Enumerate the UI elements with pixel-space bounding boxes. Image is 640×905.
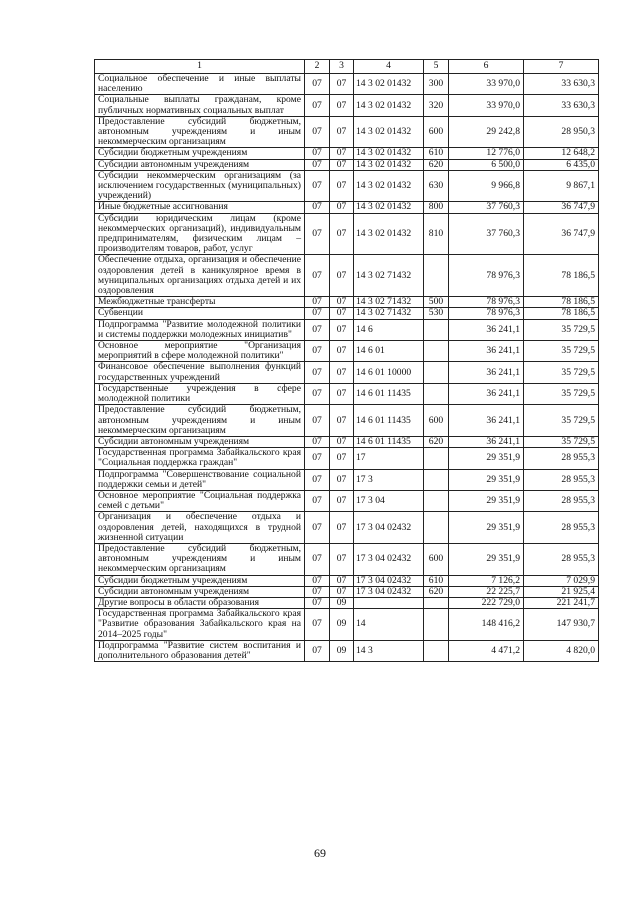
row-expense-type: 620 <box>424 586 449 597</box>
header-col-2: 2 <box>305 60 330 74</box>
row-target-article: 14 6 <box>354 319 424 340</box>
row-expense-type: 610 <box>424 148 449 159</box>
row-expense-type <box>424 597 449 608</box>
row-target-article: 14 3 02 71432 <box>354 255 424 297</box>
row-amount-2: 21 925,4 <box>524 586 599 597</box>
row-amount-1: 37 760,3 <box>449 213 524 255</box>
row-section-code: 07 <box>305 148 330 159</box>
table-row <box>95 490 599 511</box>
row-subsection-code: 07 <box>330 586 354 597</box>
table-row <box>95 512 599 544</box>
row-subsection-code: 07 <box>330 383 354 404</box>
row-subsection-code: 07 <box>330 448 354 469</box>
header-col-6: 6 <box>449 60 524 74</box>
row-name: Организация и обеспечение отдыха и оздоровления детей, находящихся в трудной жизненной ситуации <box>95 512 305 544</box>
row-amount-2: 28 950,3 <box>524 116 599 148</box>
row-amount-1: 12 776,0 <box>449 148 524 159</box>
table-row <box>95 213 599 255</box>
header-col-3: 3 <box>330 60 354 74</box>
row-target-article: 14 3 02 01432 <box>354 170 424 202</box>
row-name: Обеспечение отдыха, организация и обеспечение оздоровления детей в каникулярное время в муниципальных организациях отдыха детей и их оздоровления <box>95 255 305 297</box>
row-subsection-code: 07 <box>330 543 354 575</box>
row-section-code: 07 <box>305 341 330 362</box>
row-amount-2: 35 729,5 <box>524 341 599 362</box>
row-section-code: 07 <box>305 609 330 641</box>
row-expense-type: 600 <box>424 405 449 437</box>
row-subsection-code: 07 <box>330 255 354 297</box>
row-name: Государственные учреждения в сфере молодежной политики <box>95 383 305 404</box>
row-target-article: 14 6 01 11435 <box>354 405 424 437</box>
row-target-article: 14 6 01 <box>354 341 424 362</box>
row-amount-1: 29 351,9 <box>449 543 524 575</box>
row-amount-1: 9 966,8 <box>449 170 524 202</box>
row-amount-1: 36 241,1 <box>449 362 524 383</box>
header-row <box>95 60 599 74</box>
row-amount-1: 78 976,3 <box>449 255 524 297</box>
table-row <box>95 341 599 362</box>
budget-table <box>94 59 599 662</box>
row-amount-2: 221 241,7 <box>524 597 599 608</box>
row-subsection-code: 07 <box>330 362 354 383</box>
row-subsection-code: 07 <box>330 512 354 544</box>
table-row <box>95 448 599 469</box>
row-amount-1: 36 241,1 <box>449 341 524 362</box>
row-amount-2: 35 729,5 <box>524 436 599 447</box>
row-section-code: 07 <box>305 308 330 319</box>
row-subsection-code: 09 <box>330 640 354 661</box>
row-amount-1: 78 976,3 <box>449 308 524 319</box>
row-section-code: 07 <box>305 297 330 308</box>
header-col-4: 4 <box>354 60 424 74</box>
row-expense-type: 530 <box>424 308 449 319</box>
table-row <box>95 405 599 437</box>
row-section-code: 07 <box>305 362 330 383</box>
row-subsection-code: 07 <box>330 74 354 95</box>
row-subsection-code: 07 <box>330 469 354 490</box>
row-expense-type <box>424 512 449 544</box>
row-name: Социальные выплаты гражданам, кроме публичных нормативных социальных выплат <box>95 95 305 116</box>
row-section-code: 07 <box>305 213 330 255</box>
row-target-article: 17 3 <box>354 469 424 490</box>
row-amount-1: 29 351,9 <box>449 469 524 490</box>
row-expense-type: 810 <box>424 213 449 255</box>
row-target-article: 14 3 02 01432 <box>354 159 424 170</box>
row-expense-type: 620 <box>424 159 449 170</box>
row-expense-type <box>424 341 449 362</box>
row-amount-2: 78 186,5 <box>524 297 599 308</box>
row-name: Основное мероприятие "Организация мероприятий в сфере молодежной политики" <box>95 341 305 362</box>
row-target-article <box>354 597 424 608</box>
row-amount-2: 33 630,3 <box>524 95 599 116</box>
table-row <box>95 469 599 490</box>
row-amount-2: 12 648,2 <box>524 148 599 159</box>
row-target-article: 17 3 04 02432 <box>354 586 424 597</box>
header-col-7: 7 <box>524 60 599 74</box>
row-target-article: 14 <box>354 609 424 641</box>
row-target-article: 14 6 01 11435 <box>354 383 424 404</box>
row-section-code: 07 <box>305 170 330 202</box>
row-amount-1: 33 970,0 <box>449 74 524 95</box>
row-amount-2: 35 729,5 <box>524 319 599 340</box>
row-target-article: 14 3 02 71432 <box>354 297 424 308</box>
table-row <box>95 297 599 308</box>
row-name: Субсидии бюджетным учреждениям <box>95 148 305 159</box>
row-name: Предоставление субсидий бюджетным, автономным учреждениям и иным некоммерческим организациям <box>95 543 305 575</box>
row-amount-1: 6 500,0 <box>449 159 524 170</box>
table-row <box>95 308 599 319</box>
row-subsection-code: 07 <box>330 319 354 340</box>
row-target-article: 14 3 02 01432 <box>354 74 424 95</box>
row-subsection-code: 09 <box>330 609 354 641</box>
table-row <box>95 575 599 586</box>
row-name: Субсидии автономным учреждениям <box>95 586 305 597</box>
row-name: Иные бюджетные ассигнования <box>95 202 305 213</box>
row-amount-1: 7 126,2 <box>449 575 524 586</box>
row-target-article: 14 3 02 71432 <box>354 308 424 319</box>
row-amount-2: 35 729,5 <box>524 383 599 404</box>
row-expense-type: 300 <box>424 74 449 95</box>
table-row <box>95 383 599 404</box>
row-section-code: 07 <box>305 202 330 213</box>
row-amount-2: 78 186,5 <box>524 308 599 319</box>
row-section-code: 07 <box>305 116 330 148</box>
table-row <box>95 543 599 575</box>
row-subsection-code: 07 <box>330 490 354 511</box>
row-expense-type <box>424 255 449 297</box>
row-amount-1: 37 760,3 <box>449 202 524 213</box>
row-name: Субсидии автономным учреждениям <box>95 159 305 170</box>
row-target-article: 14 3 02 01432 <box>354 202 424 213</box>
row-subsection-code: 07 <box>330 170 354 202</box>
row-subsection-code: 07 <box>330 116 354 148</box>
row-section-code: 07 <box>305 383 330 404</box>
row-target-article: 14 3 02 01432 <box>354 95 424 116</box>
table-row <box>95 170 599 202</box>
table-row <box>95 202 599 213</box>
row-section-code: 07 <box>305 469 330 490</box>
row-amount-1: 33 970,0 <box>449 95 524 116</box>
row-expense-type: 600 <box>424 116 449 148</box>
row-amount-1: 222 729,0 <box>449 597 524 608</box>
table-row <box>95 95 599 116</box>
table-row <box>95 640 599 661</box>
row-name: Предоставление субсидий бюджетным, автономным учреждениям и иным некоммерческим организациям <box>95 116 305 148</box>
row-amount-1: 36 241,1 <box>449 405 524 437</box>
table-row <box>95 319 599 340</box>
row-section-code: 07 <box>305 586 330 597</box>
row-target-article: 17 3 04 02432 <box>354 575 424 586</box>
row-section-code: 07 <box>305 543 330 575</box>
row-name: Основное мероприятие "Социальная поддержка семей с детьми" <box>95 490 305 511</box>
row-name: Государственная программа Забайкальского края "Социальная поддержка граждан" <box>95 448 305 469</box>
row-expense-type <box>424 490 449 511</box>
row-name: Государственная программа Забайкальского края "Развитие образования Забайкальского края на 2014–2025 годы" <box>95 609 305 641</box>
row-subsection-code: 07 <box>330 148 354 159</box>
row-amount-1: 29 351,9 <box>449 448 524 469</box>
row-amount-1: 148 416,2 <box>449 609 524 641</box>
row-expense-type: 800 <box>424 202 449 213</box>
table-row <box>95 159 599 170</box>
row-expense-type <box>424 448 449 469</box>
header-col-5: 5 <box>424 60 449 74</box>
row-expense-type: 600 <box>424 543 449 575</box>
row-name: Социальное обеспечение и иные выплаты населению <box>95 74 305 95</box>
row-expense-type: 320 <box>424 95 449 116</box>
row-subsection-code: 07 <box>330 213 354 255</box>
row-subsection-code: 09 <box>330 597 354 608</box>
row-subsection-code: 07 <box>330 297 354 308</box>
row-expense-type: 500 <box>424 297 449 308</box>
row-name: Субсидии бюджетным учреждениям <box>95 575 305 586</box>
row-amount-2: 147 930,7 <box>524 609 599 641</box>
row-subsection-code: 07 <box>330 95 354 116</box>
row-amount-1: 29 351,9 <box>449 490 524 511</box>
row-expense-type <box>424 640 449 661</box>
row-amount-2: 28 955,3 <box>524 448 599 469</box>
row-name: Подпрограмма "Совершенствование социальной поддержки семьи и детей" <box>95 469 305 490</box>
row-subsection-code: 07 <box>330 575 354 586</box>
row-amount-1: 29 242,8 <box>449 116 524 148</box>
row-section-code: 07 <box>305 448 330 469</box>
row-amount-2: 28 955,3 <box>524 490 599 511</box>
row-subsection-code: 07 <box>330 341 354 362</box>
row-amount-1: 29 351,9 <box>449 512 524 544</box>
row-expense-type <box>424 319 449 340</box>
row-name: Субсидии автономным учреждениям <box>95 436 305 447</box>
row-expense-type <box>424 383 449 404</box>
row-subsection-code: 07 <box>330 405 354 437</box>
table-row <box>95 436 599 447</box>
table-row <box>95 362 599 383</box>
table-row <box>95 74 599 95</box>
row-amount-2: 35 729,5 <box>524 362 599 383</box>
row-section-code: 07 <box>305 95 330 116</box>
row-amount-1: 36 241,1 <box>449 436 524 447</box>
row-section-code: 07 <box>305 640 330 661</box>
row-section-code: 07 <box>305 512 330 544</box>
row-target-article: 14 6 01 11435 <box>354 436 424 447</box>
row-amount-2: 6 435,0 <box>524 159 599 170</box>
row-name: Подпрограмма "Развитие систем воспитания и дополнительного образования детей" <box>95 640 305 661</box>
row-amount-2: 35 729,5 <box>524 405 599 437</box>
row-name: Подпрограмма "Развитие молодежной политики и системы поддержки молодежных инициатив" <box>95 319 305 340</box>
row-expense-type <box>424 469 449 490</box>
row-amount-1: 78 976,3 <box>449 297 524 308</box>
row-target-article: 17 3 04 02432 <box>354 512 424 544</box>
row-expense-type: 620 <box>424 436 449 447</box>
header-col-1: 1 <box>95 60 305 74</box>
table-row <box>95 116 599 148</box>
row-subsection-code: 07 <box>330 308 354 319</box>
row-amount-2: 28 955,3 <box>524 512 599 544</box>
page-number: 69 <box>314 846 326 860</box>
row-amount-1: 22 225,7 <box>449 586 524 597</box>
row-amount-1: 36 241,1 <box>449 383 524 404</box>
row-target-article: 14 3 02 01432 <box>354 116 424 148</box>
row-target-article: 14 3 02 01432 <box>354 213 424 255</box>
table-row <box>95 597 599 608</box>
row-target-article: 14 6 01 10000 <box>354 362 424 383</box>
row-expense-type <box>424 609 449 641</box>
row-section-code: 07 <box>305 319 330 340</box>
table-row <box>95 586 599 597</box>
row-subsection-code: 07 <box>330 202 354 213</box>
row-section-code: 07 <box>305 255 330 297</box>
row-name: Предоставление субсидий бюджетным, автономным учреждениям и иным некоммерческим организациям <box>95 405 305 437</box>
table-row <box>95 609 599 641</box>
row-section-code: 07 <box>305 74 330 95</box>
row-target-article: 14 3 02 01432 <box>354 148 424 159</box>
row-section-code: 07 <box>305 597 330 608</box>
row-subsection-code: 07 <box>330 436 354 447</box>
row-section-code: 07 <box>305 575 330 586</box>
row-amount-2: 36 747,9 <box>524 202 599 213</box>
row-expense-type: 610 <box>424 575 449 586</box>
table-row <box>95 255 599 297</box>
row-amount-2: 9 867,1 <box>524 170 599 202</box>
row-amount-2: 7 029,9 <box>524 575 599 586</box>
row-name: Другие вопросы в области образования <box>95 597 305 608</box>
row-amount-2: 33 630,3 <box>524 74 599 95</box>
row-expense-type <box>424 362 449 383</box>
table-row <box>95 148 599 159</box>
row-section-code: 07 <box>305 490 330 511</box>
row-name: Субсидии некоммерческим организациям (за исключением государственных (муниципальных) учреждений) <box>95 170 305 202</box>
row-name: Финансовое обеспечение выполнения функций государственных учреждений <box>95 362 305 383</box>
row-section-code: 07 <box>305 436 330 447</box>
row-target-article: 14 3 <box>354 640 424 661</box>
row-amount-2: 78 186,5 <box>524 255 599 297</box>
row-target-article: 17 3 04 02432 <box>354 543 424 575</box>
row-amount-1: 4 471,2 <box>449 640 524 661</box>
row-name: Субвенции <box>95 308 305 319</box>
row-amount-2: 28 955,3 <box>524 469 599 490</box>
row-target-article: 17 <box>354 448 424 469</box>
row-amount-2: 4 820,0 <box>524 640 599 661</box>
row-section-code: 07 <box>305 159 330 170</box>
row-amount-1: 36 241,1 <box>449 319 524 340</box>
row-amount-2: 36 747,9 <box>524 213 599 255</box>
row-expense-type: 630 <box>424 170 449 202</box>
row-target-article: 17 3 04 <box>354 490 424 511</box>
row-amount-2: 28 955,3 <box>524 543 599 575</box>
row-subsection-code: 07 <box>330 159 354 170</box>
row-name: Межбюджетные трансферты <box>95 297 305 308</box>
row-name: Субсидии юридическим лицам (кроме некоммерческих организаций), индивидуальным предпринимателям, физическим лицам – производителям товаров, работ, услуг <box>95 213 305 255</box>
row-section-code: 07 <box>305 405 330 437</box>
